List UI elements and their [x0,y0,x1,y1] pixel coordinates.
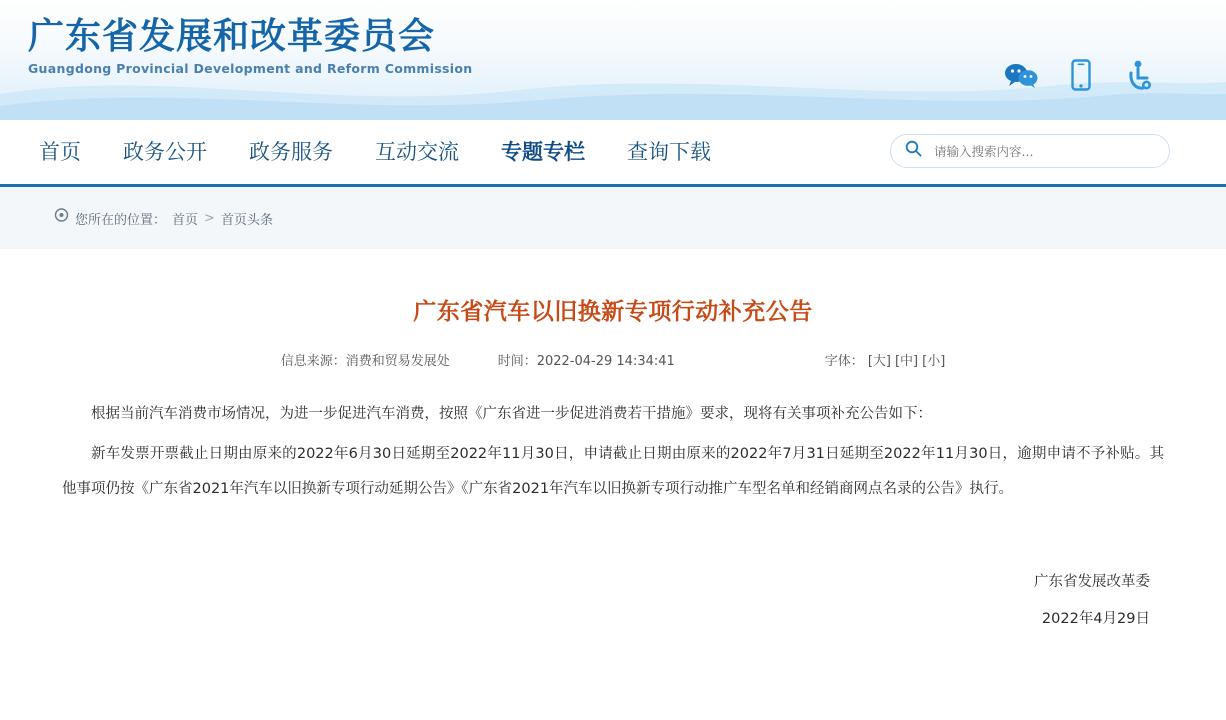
article-signature-block [62,564,1164,639]
nav-item-interaction[interactable]: 互动交流 [375,140,459,164]
nav-item-list [18,120,732,184]
nav-item-special-columns[interactable]: 专题专栏 [501,140,585,164]
location-pin-icon [54,208,69,229]
article-paragraph: 新车发票开票截止日期由原来的2022年6月30日延期至2022年11月30日，申请截止日期由原来的2022年7月31日延期至2022年11月30日，逾期申请不予补贴。其他事项仍按《广东省2021年汽车以旧换新专项行动延期公告》《广东省2021年汽车以旧换新专项行动推广车型名单和经销商网点名录的公告》执行。 [62,445,1164,498]
header-icon-group [1004,58,1158,92]
nav-item-government-disclosure[interactable]: 政务公开 [123,140,207,164]
article-meta [62,350,1164,369]
signature-org: 广东省发展改革委 [1034,573,1150,590]
nav-item-government-services[interactable]: 政务服务 [249,140,333,164]
breadcrumb [54,208,273,229]
site-brand[interactable] [28,16,472,76]
article-time: 时间：2022-04-29 14:34:41 [497,354,675,369]
site-header [0,0,1226,120]
breadcrumb-separator: > [204,210,215,226]
font-size-medium[interactable]: [中] [894,354,919,369]
brand-title-en: Guangdong Provincial Development and Reform Commission [28,61,473,77]
article-container [0,293,1226,639]
nav-item-query-download[interactable]: 查询下载 [627,140,711,164]
font-size-large[interactable]: [大] [867,354,891,369]
brand-title-cn: 广东省发展和改革委员会 [28,16,436,57]
breadcrumb-item-headlines[interactable]: 首页头条 [220,212,273,228]
signature-date: 2022年4月29日 [1041,611,1150,628]
article-body [62,397,1164,508]
main-navigation [0,120,1226,187]
search-icon [905,140,922,162]
page-title: 广东省汽车以旧换新专项行动补充公告 [413,299,813,325]
breadcrumb-prefix: 您所在的位置： [75,212,167,228]
article-paragraph: 根据当前汽车消费市场情况，为进一步促进汽车消费，按照《广东省进一步促进消费若干措施》要求，现将有关事项补充公告如下： [91,406,932,422]
article-source: 信息来源：消费和贸易发展处 [280,354,450,369]
font-size-controls [825,350,945,369]
nav-item-home[interactable]: 首页 [39,140,81,164]
mobile-icon[interactable] [1064,58,1098,92]
breadcrumb-bar [0,187,1226,249]
wechat-icon[interactable] [1004,58,1038,92]
search-box[interactable] [890,134,1170,168]
accessibility-icon[interactable] [1124,58,1158,92]
font-size-label: 字体： [824,354,864,369]
font-size-small[interactable]: [小] [922,354,946,369]
search-input[interactable] [932,143,1155,160]
breadcrumb-item-home[interactable]: 首页 [172,212,199,228]
